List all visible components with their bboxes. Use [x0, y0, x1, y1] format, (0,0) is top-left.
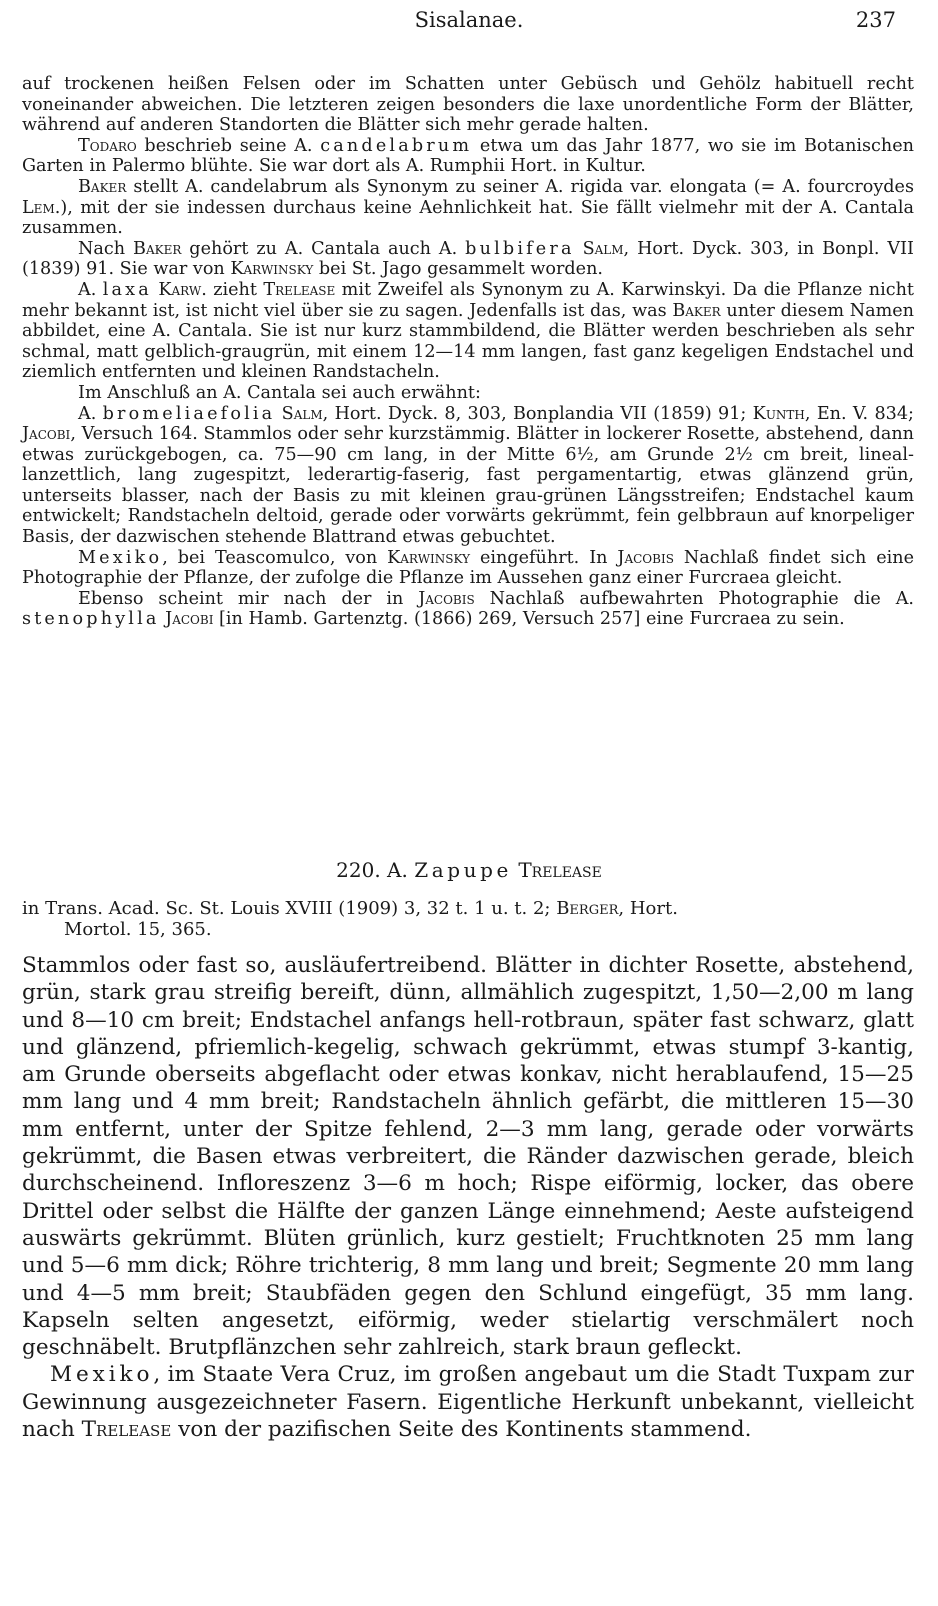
author-name: Jacobi	[22, 424, 71, 445]
text-run: , Hort. Dyck. 303, in Bonpl. VII (1839) 91. Sie war von	[22, 238, 914, 280]
spaced-term: Mexiko	[50, 1362, 154, 1388]
author-name: Baker	[133, 238, 182, 259]
text-run: Stammlos oder fast so, ausläufertreibend. Blätter in dichter Rosette, abstehend, grün, stark grau streifig bereift, dünn, allmählich zugespitzt, 1,50—2,00 m lang und 8—10 cm breit; Endstachel anfangs hell-rotbraun, später fast schwarz, glatt und glänzend, pfriemlich-kegelig, schwach gekrümmt, etwas stumpf 3-kantig, am Grunde oberseits abgeflacht oder etwas konkav, nicht herablaufend, 15—25 mm lang und 4 mm breit; Randstacheln ähnlich gefärbt, die mittleren 15—30 mm entfernt, unter der Spitze fehlend, 2—3 mm lang, gerade oder vorwärts gekrümmt, die Basen etwas verbreitert, die Ränder dazwischen gerade, bleich durchscheinend. Infloreszenz 3—6 m hoch; Rispe eiförmig, locker, das obere Drittel oder selbst die Hälfte der ganzen Länge einnehmend; Aeste aufsteigend auswärts gekrümmt. Blüten grünlich, kurz gestielt; Fruchtknoten 25 mm lang und 5—6 mm dick; Röhre trichterig, 8 mm lang und breit; Segmente 20 mm lang und 4—5 mm breit; Staubfäden gegen den Schlund eingefügt, 35 mm lang. Kapseln selten angesetzt, eiförmig, weder stielartig verschmälert noch geschnäbelt. Brutpflänzchen sehr zahlreich, stark braun gefleckt.	[22, 953, 914, 1361]
text-run: Ebenso scheint mir nach der in	[78, 588, 419, 609]
author-name: Jacobi	[165, 609, 214, 630]
spaced-term: bulbifera	[465, 238, 575, 259]
paragraph	[22, 952, 914, 1361]
text-run: Nachlaß findet sich eine Photographie der Pflanze, der zufolge die Pflanze im Aussehen ganz einer Furcraea gleicht.	[22, 547, 914, 589]
author-name: Lem.	[22, 197, 61, 218]
text-run: Nach	[78, 238, 134, 259]
paragraph	[22, 239, 914, 280]
paragraph	[22, 1361, 914, 1443]
text-run: , En. V. 834;	[804, 403, 914, 424]
text-run: A.	[78, 279, 103, 300]
text-run: , Versuch 164. Stammlos oder sehr kurzstämmig. Blätter in lockerer Rosette, abstehend, dann etwas zurückgebogen, ca. 75—90 cm lang, in der Mitte 6½, am Grunde 2½ cm breit, lineal-lanzettlich, lang zugespitzt, lederartig-faserig, fast pergamentartig, etwas glänzend grün, unterseits blasser, nach der Basis zu mit kleinen grau-grünen Längsstreifen; Endstachel kaum entwickelt; Randstacheln deltoid, gerade oder vorwärts gekrümmt, fein gelbbraun auf knorpeliger Basis, der dazwischen stehende Blattrand etwas gebuchtet.	[22, 424, 914, 548]
page-number: 237	[855, 8, 896, 32]
spaced-term: candelabrum	[320, 135, 473, 156]
paragraph	[22, 177, 914, 239]
author-name: Salm	[281, 403, 323, 424]
text-run: A.	[78, 403, 103, 424]
paragraph	[22, 280, 914, 383]
text-run: eingeführt. In	[470, 547, 618, 568]
text-run: auf trockenen heißen Felsen oder im Schatten unter Gebüsch und Gehölz habituell recht voneinander abweichen. Die letzteren zeigen besonders die laxe unordentliche Form der Blätter, während auf anderen Standorten die Blätter sich mehr gerade halten.	[22, 74, 914, 136]
text-run: ), mit der sie indessen durchaus keine Aehnlichkeit hat. Sie fällt vielmehr mit der A. Cantala zusammen.	[22, 197, 914, 239]
text-run: , Hort.	[618, 898, 678, 919]
paragraph	[22, 589, 914, 630]
text-run: stellt A. candelabrum als Synonym zu seiner A. rigida var. elongata (= A. fourcroydes	[126, 176, 914, 197]
running-head	[0, 8, 938, 44]
text-run: , im Staate Vera Cruz, im großen angebaut um die Stadt Tuxpam zur Gewinnung ausgezeichneter Fasern. Eigentliche Herkunft unbekannt, vielleicht nach	[22, 1362, 914, 1443]
text-run: mit Zweifel als Synonym zu A. Karwinskyi. Da die Pflanze nicht mehr bekannt ist, ist nicht viel über sie zu sagen. Jedenfalls ist das, was	[22, 279, 914, 321]
species-description	[22, 952, 914, 1443]
author-name: Trelease	[81, 1417, 172, 1443]
text-run: etwa um das Jahr 1877, wo sie im Botanischen Garten in Palermo blühte. Sie war dort als A. Rumphii Hort. in Kultur.	[22, 135, 914, 177]
author-name: Jacobis	[418, 588, 475, 609]
paragraph	[22, 136, 914, 177]
author-name: Karwinsky	[387, 547, 471, 568]
page-title: Sisalanae.	[414, 8, 524, 32]
text-run: Nachlaß aufbewahrten Photographie die A.	[474, 588, 914, 609]
spaced-term: Mexiko	[78, 547, 163, 568]
author-name: Berger	[556, 898, 619, 919]
citation-line-1	[22, 898, 914, 919]
author-name: Kunth	[752, 403, 805, 424]
text-run: von der pazifischen Seite des Kontinents stammend.	[171, 1417, 752, 1443]
text-run: beschrieb seine A.	[136, 135, 321, 156]
author-name: Baker	[78, 176, 127, 197]
paragraph	[22, 548, 914, 589]
paragraph	[22, 74, 914, 136]
spaced-term: laxa	[102, 279, 152, 300]
top-text-block	[22, 74, 914, 630]
text-run: Im Anschluß an A. Cantala sei auch erwähnt:	[78, 382, 481, 403]
text-run: bei St. Jago gesammelt worden.	[313, 259, 604, 280]
text-run	[575, 239, 583, 259]
author-name: Karw.	[158, 279, 207, 300]
author-name: Trelease	[263, 279, 336, 300]
author-name: Karwinsky	[230, 259, 314, 280]
text-run: zieht	[206, 279, 264, 300]
author-name: Salm	[582, 238, 624, 259]
text-run: [in Hamb. Gartenztg. (1866) 269, Versuch 257] eine Furcraea zu sein.	[213, 609, 845, 630]
species-author: Trelease	[518, 858, 602, 882]
text-run: in Trans. Acad. Sc. St. Louis XVIII (1909) 3, 32 t. 1 u. t. 2;	[22, 898, 557, 919]
species-citation	[22, 898, 914, 940]
text-run: unter diesem Namen abbildet, eine A. Cantala. Sie ist nur kurz stammbildend, die Blätter werden beschrieben als sehr schmal, matt gelblich-graugrün, mit einem 12—14 mm langen, fast ganz kegeligen Endstachel und ziemlich entfernten und kleinen Randstacheln.	[22, 300, 914, 383]
author-name: Jacobis	[617, 547, 674, 568]
text-run: , Hort. Dyck. 8, 303, Bonplandia VII (1859) 91;	[322, 403, 753, 424]
author-name: Todaro	[78, 135, 137, 156]
author-name: Baker	[672, 300, 721, 321]
species-number: 220. A.	[336, 858, 408, 882]
text-run: , bei Teascomulco, von	[162, 547, 388, 568]
paragraph	[22, 404, 914, 548]
citation-line-2: Mortol. 15, 365.	[64, 919, 212, 940]
paragraph	[22, 383, 914, 404]
spaced-term: bromeliaefolia	[102, 403, 276, 424]
spaced-term: stenophylla	[22, 609, 160, 630]
species-name: Zapupe	[414, 858, 512, 882]
species-heading	[0, 858, 938, 882]
text-run: gehört zu A. Cantala auch A.	[181, 238, 466, 259]
